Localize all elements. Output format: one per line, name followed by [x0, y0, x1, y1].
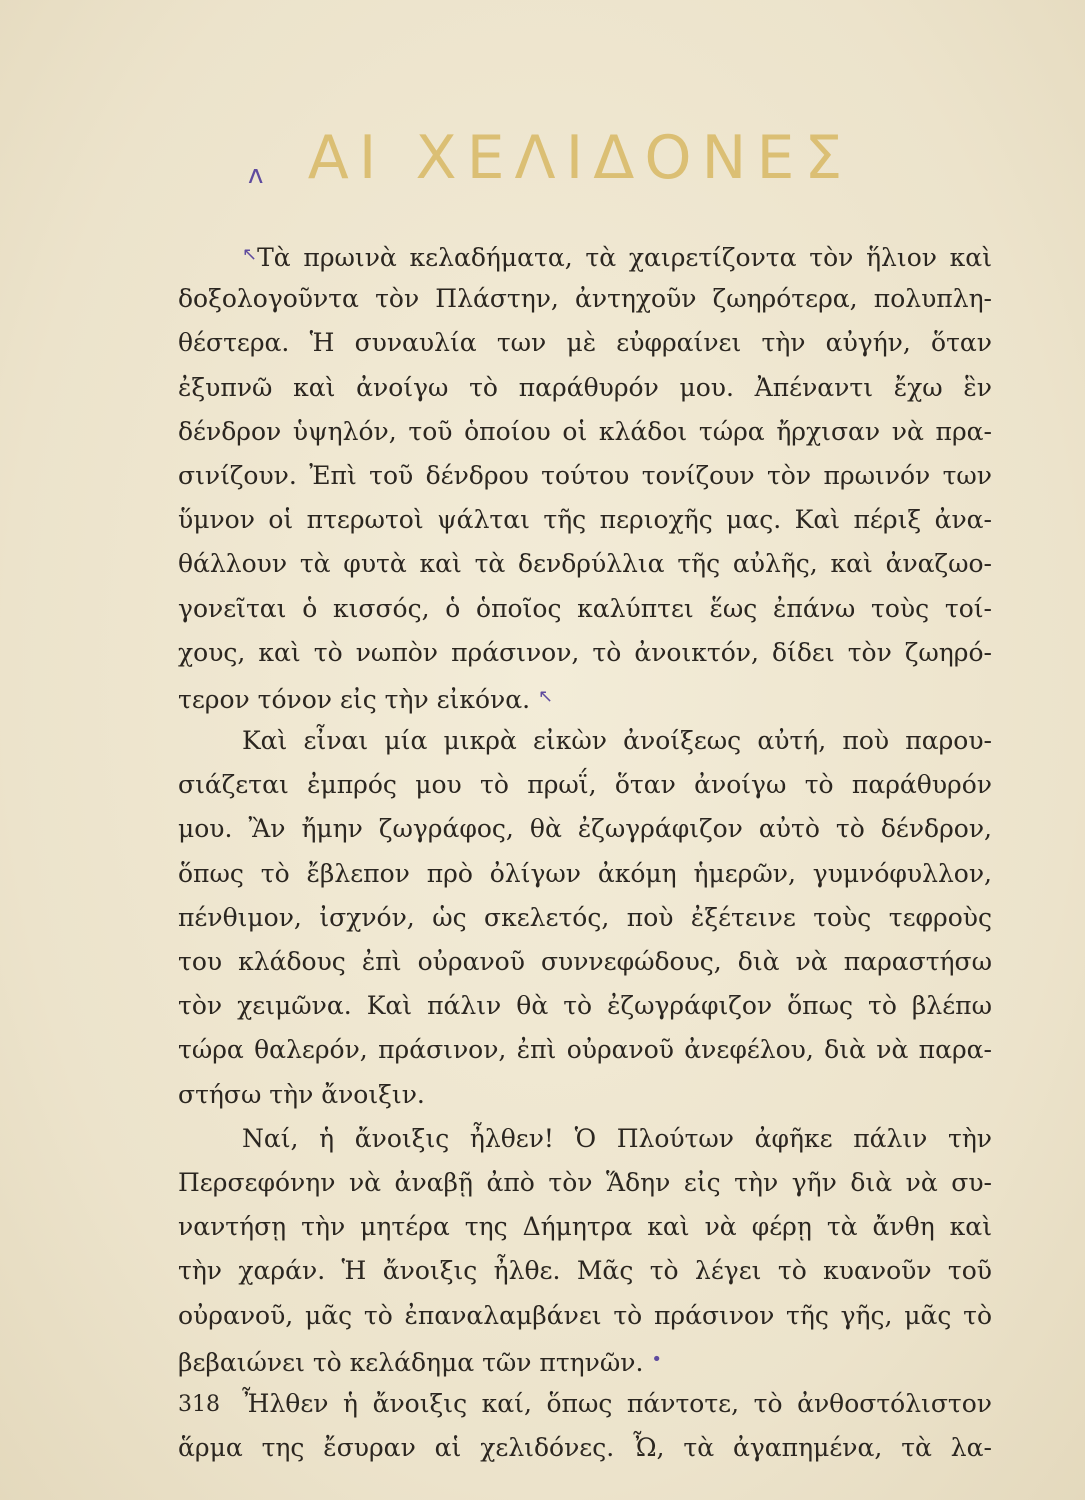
handwritten-mark-icon: • — [651, 1348, 662, 1370]
text-line: γονεῖται ὁ κισσός, ὁ ὁποῖος καλύπτει ἕως ἐπάνω τοὺς τοί- — [178, 593, 992, 623]
text-line: πένθιμον, ἰσχνόν, ὡς σκελετός, ποὺ ἐξέτεινε τοὺς τεφροὺς — [178, 902, 992, 932]
text-line: θέστερα. Ἡ συναυλία των μὲ εὐφραίνει τὴν αὐγήν, ὅταν — [178, 328, 992, 358]
body-text — [178, 233, 992, 1470]
text-line: οὐρανοῦ, μᾶς τὸ ἐπαναλαμβάνει τὸ πράσινον τῆς γῆς, μᾶς τὸ — [178, 1300, 992, 1330]
page-number: 318 — [178, 1392, 220, 1417]
text-line: του κλάδους ἐπὶ οὐρανοῦ συννεφώδους, διὰ νὰ παραστήσω — [178, 947, 992, 976]
text-line: ↖Τὰ πρωινὰ κελαδήματα, τὰ χαιρετίζοντα τὸν ἥλιον καὶ — [242, 243, 992, 272]
text-line: σιάζεται ἐμπρός μου τὸ πρωΐ, ὅταν ἀνοίγω τὸ παράθυρόν — [178, 770, 992, 800]
text-line: στήσω τὴν ἄνοιξιν. — [178, 1079, 425, 1109]
text-line: ὅπως τὸ ἔβλεπον πρὸ ὀλίγων ἀκόμη ἡμερῶν, γυμνόφυλλον, — [178, 858, 992, 888]
text-line: σινίζουν. Ἐπὶ τοῦ δένδρου τούτου τονίζουν τὸν πρωινόν των — [178, 460, 992, 490]
text-line: βεβαιώνει τὸ κελάδημα τῶν πτηνῶν. • — [178, 1347, 662, 1377]
text-line: ναντήσῃ τὴν μητέρα της Δήμητρα καὶ νὰ φέρῃ τὰ ἄνθη καὶ — [178, 1212, 992, 1242]
text-line: ὕμνον οἱ πτερωτοὶ ψάλται τῆς περιοχῆς μας. Καὶ πέριξ ἀνα- — [178, 505, 992, 535]
text-line: θάλλουν τὰ φυτὰ καὶ τὰ δενδρύλλια τῆς αὐλῆς, καὶ ἀναζωο- — [178, 549, 992, 579]
text-line: δοξολογοῦντα τὸν Πλάστην, ἀντηχοῦν ζωηρότερα, πολυπλη- — [178, 284, 992, 314]
text-line: μου. Ἂν ἤμην ζωγράφος, θὰ ἐζωγράφιζον αὐτὸ τὸ δένδρον, — [178, 814, 992, 844]
title-margin-mark: ᴧ — [248, 160, 264, 190]
text-line: ἐξυπνῶ καὶ ἀνοίγω τὸ παράθυρόν μου. Ἀπέναντι ἔχω ἓν — [178, 372, 992, 402]
text-line: ἅρμα της ἔσυραν αἱ χελιδόνες. Ὦ, τὰ ἀγαπημένα, τὰ λα- — [178, 1433, 992, 1463]
text-line: δένδρον ὑψηλόν, τοῦ ὁποίου οἱ κλάδοι τώρα ἤρχισαν νὰ πρα- — [178, 416, 992, 446]
text-line: τώρα θαλερόν, πράσινον, ἐπὶ οὐρανοῦ ἀνεφέλου, διὰ νὰ παρα- — [178, 1035, 992, 1065]
text-line: Καὶ εἶναι μία μικρὰ εἰκὼν ἀνοίξεως αὐτή, ποὺ παρου- — [242, 726, 992, 756]
handwritten-mark-icon: ↖ — [242, 244, 258, 265]
text-line: τερον τόνον εἰς τὴν εἰκόνα. ↖ — [178, 684, 554, 714]
text-line: Περσεφόνην νὰ ἀναβῇ ἀπὸ τὸν Ἅδην εἰς τὴν γῆν διὰ νὰ συ- — [178, 1167, 992, 1197]
text-line: τὸν χειμῶνα. Καὶ πάλιν θὰ τὸ ἐζωγράφιζον ὅπως τὸ βλέπω — [178, 991, 992, 1021]
chapter-title: ΑΙ ΧΕΛΙΔΟΝΕΣ — [307, 123, 853, 193]
text-line: Ἦλθεν ἡ ἄνοιξις καί, ὅπως πάντοτε, τὸ ἀνθοστόλιστον — [242, 1388, 992, 1418]
text-line: Ναί, ἡ ἄνοιξις ἦλθεν! Ὁ Πλούτων ἀφῆκε πάλιν τὴν — [242, 1123, 992, 1153]
text-line: τὴν χαράν. Ἡ ἄνοιξις ἦλθε. Μᾶς τὸ λέγει τὸ κυανοῦν τοῦ — [178, 1256, 992, 1286]
text-line: χους, καὶ τὸ νωπὸν πράσινον, τὸ ἀνοικτόν, δίδει τὸν ζωηρό- — [178, 637, 992, 667]
handwritten-mark-icon: ↖ — [538, 685, 554, 707]
